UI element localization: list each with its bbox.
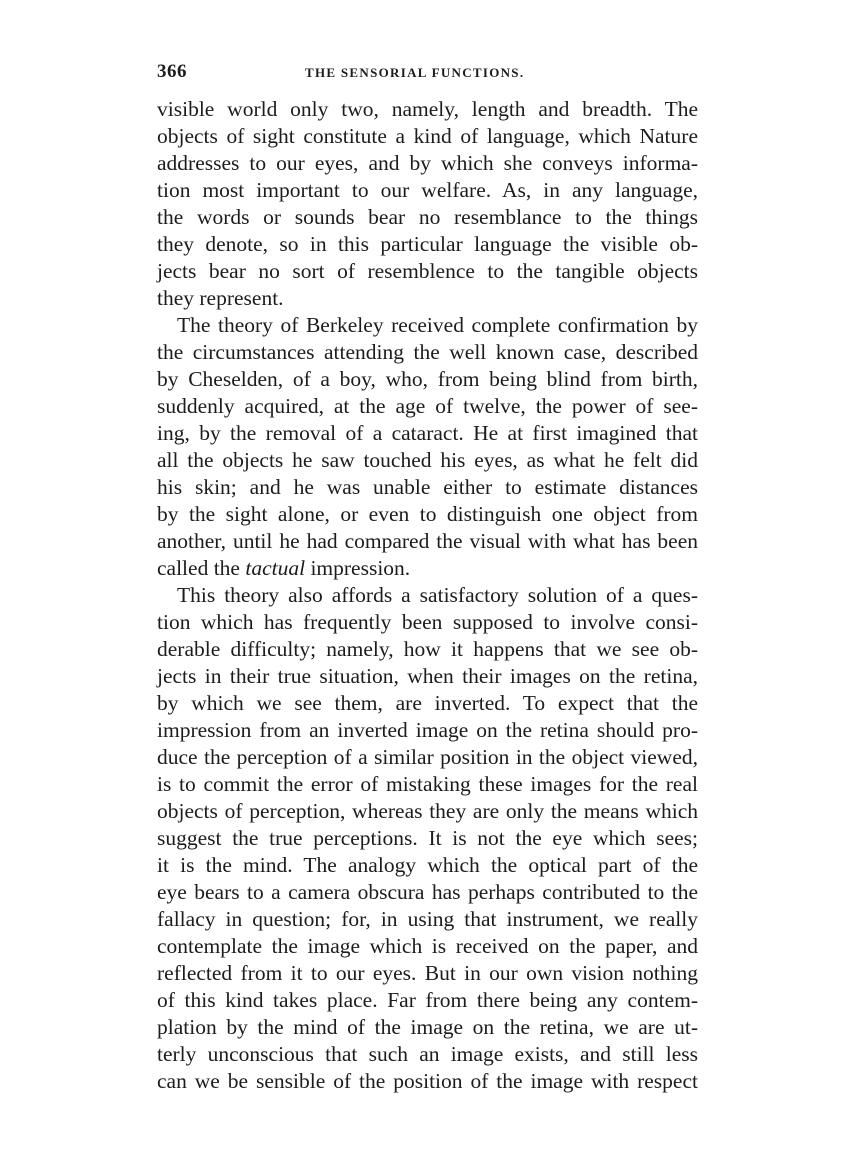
text-line: eye bears to a camera obscura has perhaps contributed to the (157, 880, 698, 904)
text-line: by Cheselden, of a boy, who, from being blind from birth, (157, 367, 698, 391)
text-line: suggest the true perceptions. It is not the eye which sees; (157, 826, 698, 850)
text-line: The theory of Berkeley received complete confirmation by (177, 313, 698, 337)
text-line: fallacy in question; for, in using that instrument, we really (157, 907, 698, 931)
text-line: objects of perception, whereas they are only the means which (157, 799, 698, 823)
text-line: jects bear no sort of resemblence to the tangible objects (157, 259, 698, 283)
text-line: all the objects he saw touched his eyes, as what he felt did (157, 448, 698, 472)
text-line: ing, by the removal of a cataract. He at first imagined that (157, 421, 698, 445)
text-segment: impression. (305, 556, 411, 580)
text-line: another, until he had compared the visual with what has been (157, 529, 698, 553)
running-head (157, 62, 698, 82)
text-line: by the sight alone, or even to distinguish one object from (157, 502, 698, 526)
text-line: objects of sight constitute a kind of language, which Nature (157, 124, 698, 148)
text-line: it is the mind. The analogy which the optical part of the (157, 853, 698, 877)
text-line: they represent. (157, 286, 284, 310)
text-line: tion most important to our welfare. As, in any language, (157, 178, 698, 202)
text-line: derable difficulty; namely, how it happens that we see ob- (157, 637, 698, 661)
italic-term: tactual (245, 556, 306, 580)
text-line: is to commit the error of mistaking these images for the real (157, 772, 698, 796)
text-line: tion which has frequently been supposed to involve consi- (157, 610, 698, 634)
text-line: impression from an inverted image on the retina should pro- (157, 718, 698, 742)
text-line: duce the perception of a similar position in the object viewed, (157, 745, 698, 769)
body-text (157, 96, 698, 1095)
text-line: addresses to our eyes, and by which she conveys informa- (157, 151, 698, 175)
text-line: This theory also affords a satisfactory solution of a ques- (177, 583, 698, 607)
text-line: terly unconscious that such an image exists, and still less (157, 1042, 698, 1066)
text-line: reflected from it to our eyes. But in our own vision nothing (157, 961, 698, 985)
text-line: his skin; and he was unable either to estimate distances (157, 475, 698, 499)
text-line: they denote, so in this particular language the visible ob- (157, 232, 698, 256)
running-title: THE SENSORIAL FUNCTIONS. (305, 65, 525, 80)
text-line: contemplate the image which is received on the paper, and (157, 934, 698, 958)
text-segment: called the (157, 556, 246, 580)
text-line: jects in their true situation, when their images on the retina, (157, 664, 698, 688)
text-line (157, 555, 698, 582)
text-line: visible world only two, namely, length and breadth. The (157, 97, 698, 121)
text-line: the circumstances attending the well known case, described (157, 340, 698, 364)
text-line: suddenly acquired, at the age of twelve, the power of see- (157, 394, 698, 418)
text-line: by which we see them, are inverted. To expect that the (157, 691, 698, 715)
text-line: plation by the mind of the image on the retina, we are ut- (157, 1015, 698, 1039)
text-line: can we be sensible of the position of the image with respect (157, 1069, 698, 1093)
page-number: 366 (157, 61, 187, 82)
text-line: of this kind takes place. Far from there being any contem- (157, 988, 698, 1012)
text-line: the words or sounds bear no resemblance to the things (157, 205, 698, 229)
